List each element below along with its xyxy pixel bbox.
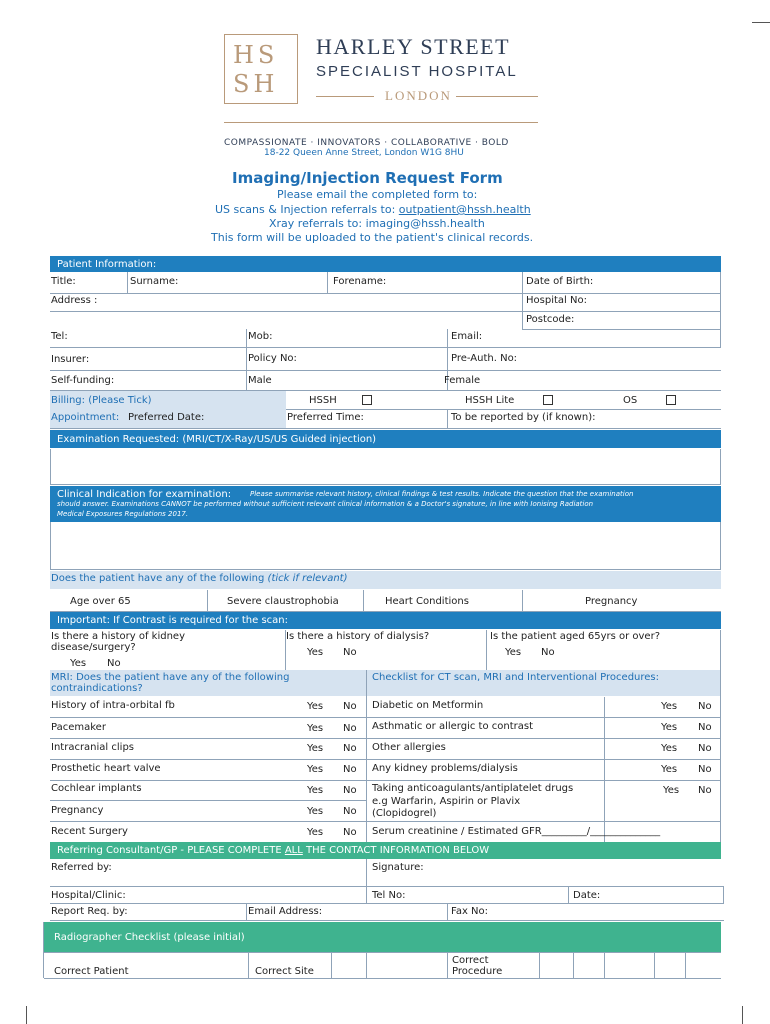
intro-line4: This form will be uploaded to the patient's clinical records. xyxy=(211,231,534,244)
forename-field-label: Forename: xyxy=(333,276,387,287)
logo-rule-left xyxy=(316,96,374,97)
correct-site-label: Correct Site xyxy=(255,966,314,977)
mri-no[interactable]: No xyxy=(343,827,357,838)
clinical-indication-box[interactable] xyxy=(50,522,721,570)
mri-header-line1: MRI: Does the patient have any of the following xyxy=(51,672,290,683)
rule xyxy=(50,780,721,781)
mri-item: Intracranial clips xyxy=(51,742,134,753)
mri-yes[interactable]: Yes xyxy=(307,806,324,817)
intro-line2-prefix: US scans & Injection referrals to: xyxy=(215,203,399,216)
ref-tel-label: Tel No: xyxy=(372,890,406,901)
rule-v xyxy=(366,859,367,886)
title-field-label: Title: xyxy=(51,276,76,287)
rule xyxy=(50,886,724,887)
rule-v xyxy=(331,952,332,978)
rule-v xyxy=(447,409,448,428)
rule xyxy=(50,903,724,904)
checklist-no[interactable]: No xyxy=(698,701,712,712)
outpatient-email-link[interactable]: outpatient@hssh.health xyxy=(398,203,531,216)
checklist-anticoag-line3: (Clopidogrel) xyxy=(372,808,437,819)
hospital-address: 18-22 Queen Anne Street, London W1G 8HU xyxy=(264,148,464,158)
hospital-clinic-label: Hospital/Clinic: xyxy=(51,890,126,901)
rule-v xyxy=(285,630,286,670)
billing-os-label: OS xyxy=(623,395,638,406)
mri-yes[interactable]: Yes xyxy=(307,701,324,712)
page-title: Imaging/Injection Request Form xyxy=(232,169,503,187)
rule-v xyxy=(246,903,247,920)
checklist-no[interactable]: No xyxy=(698,743,712,754)
checklist-item: Any kidney problems/dialysis xyxy=(372,763,518,774)
ref-fax-label: Fax No: xyxy=(451,906,489,917)
rule-v xyxy=(522,272,523,330)
checklist-anticoag-line1: Taking anticoagulants/antiplatelet drugs xyxy=(372,783,574,794)
rule xyxy=(522,329,721,330)
insurer-field-label: Insurer: xyxy=(51,354,90,365)
mri-no[interactable]: No xyxy=(343,806,357,817)
intro-line1: Please email the completed form to: xyxy=(277,188,478,201)
exam-header-label: Examination Requested: (MRI/CT/X-Ray/US/US Guided injection) xyxy=(57,434,377,445)
mri-item: Cochlear implants xyxy=(51,783,142,794)
logo-underline xyxy=(224,122,538,123)
clinical-note-line3: Medical Exposures Regulations 2017. xyxy=(57,510,189,518)
rule-v xyxy=(720,272,721,347)
checklist-yes[interactable]: Yes xyxy=(661,722,678,733)
logo-mark xyxy=(224,34,298,104)
mri-yes[interactable]: Yes xyxy=(307,827,324,838)
referred-by-label: Referred by: xyxy=(51,862,112,873)
logo-name-line2: SPECIALIST HOSPITAL xyxy=(316,63,518,80)
mri-item: Pregnancy xyxy=(51,805,104,816)
crop-mark xyxy=(752,22,770,23)
rule-v xyxy=(447,903,448,920)
rule xyxy=(50,370,721,371)
male-option[interactable]: Male xyxy=(248,375,272,386)
mri-item: Pacemaker xyxy=(51,722,106,733)
rule-v xyxy=(568,886,569,903)
ref-email-label: Email Address: xyxy=(248,906,323,917)
mri-yes[interactable]: Yes xyxy=(307,764,324,775)
checklist-yes[interactable]: Yes xyxy=(661,701,678,712)
conditions-header-hint: (tick if relevant) xyxy=(267,573,348,584)
crop-mark xyxy=(742,1006,743,1024)
logo xyxy=(224,34,544,124)
conditions-header-text: Does the patient have any of the following xyxy=(51,573,265,584)
age65-yes[interactable]: Yes xyxy=(505,647,522,658)
rule-v xyxy=(573,952,574,978)
hospital-no-field-label: Hospital No: xyxy=(526,295,587,306)
rule-v xyxy=(723,886,724,903)
signature-label: Signature: xyxy=(372,862,424,873)
billing-hssh-lite-checkbox[interactable] xyxy=(543,395,553,405)
billing-hssh-checkbox[interactable] xyxy=(362,395,372,405)
rule-v xyxy=(685,952,686,978)
mri-no[interactable]: No xyxy=(343,785,357,796)
correct-procedure-line1: Correct xyxy=(452,955,489,966)
rule-v xyxy=(246,329,247,390)
rule xyxy=(50,920,724,921)
mri-item: Recent Surgery xyxy=(51,826,128,837)
clinical-note-line1: Please summarise relevant history, clinical findings & test results. Indicate the question that the examination xyxy=(250,490,634,498)
rule xyxy=(44,978,721,979)
rule-v xyxy=(127,272,128,293)
mri-yes[interactable]: Yes xyxy=(307,785,324,796)
rule xyxy=(50,428,721,429)
rule-v xyxy=(539,952,540,978)
rule-v xyxy=(720,630,721,842)
referrer-header-suffix: THE CONTACT INFORMATION BELOW xyxy=(302,845,490,856)
mri-no[interactable]: No xyxy=(343,701,357,712)
logo-mark-line2: SH xyxy=(233,70,279,98)
billing-os-checkbox[interactable] xyxy=(666,395,676,405)
correct-patient-label: Correct Patient xyxy=(54,966,129,977)
dialysis-no[interactable]: No xyxy=(343,647,357,658)
condition-heart[interactable]: Heart Conditions xyxy=(385,596,469,607)
rule-v xyxy=(366,886,367,903)
mri-header-line2: contraindications? xyxy=(51,683,143,694)
exam-requested-box[interactable] xyxy=(50,449,721,485)
clinical-note-line2: should answer. Examinations CANNOT be performed without sufficient relevant clinical information & a Doctor's signature, in line with Ionising Radiation xyxy=(57,500,594,508)
age65-question: Is the patient aged 65yrs or over? xyxy=(490,631,661,642)
checklist-anticoag-line2: e.g Warfarin, Aspirin or Plavix xyxy=(372,796,521,807)
preauth-field-label: Pre-Auth. No: xyxy=(451,353,518,364)
clinical-header-label: Clinical Indication for examination: xyxy=(57,489,232,500)
rule-v xyxy=(366,670,367,842)
kidney-no[interactable]: No xyxy=(107,658,121,669)
checklist-no[interactable]: No xyxy=(698,764,712,775)
condition-pregnancy[interactable]: Pregnancy xyxy=(585,596,638,607)
conditions-header-label xyxy=(51,573,348,585)
logo-name-line1: HARLEY STREET xyxy=(316,34,511,59)
rule-v xyxy=(248,952,249,978)
rule xyxy=(44,952,721,953)
logo-mark-line1: HS xyxy=(233,41,279,69)
kidney-question-line2: disease/surgery? xyxy=(51,642,136,653)
checklist-item: Diabetic on Metformin xyxy=(372,700,484,711)
checklist-item: Other allergies xyxy=(372,742,446,753)
billing-label: Billing: (Please Tick) xyxy=(51,395,152,406)
dialysis-question: Is there a history of dialysis? xyxy=(286,631,430,642)
checklist-no[interactable]: No xyxy=(698,722,712,733)
kidney-yes[interactable]: Yes xyxy=(70,658,87,669)
billing-hssh-label: HSSH xyxy=(309,395,337,406)
reported-by-label: To be reported by (if known): xyxy=(451,412,596,423)
logo-city: LONDON xyxy=(385,88,452,103)
preferred-time-label: Preferred Time: xyxy=(287,412,364,423)
rule xyxy=(50,293,721,294)
checklist-no[interactable]: No xyxy=(698,785,712,796)
kidney-question-line1: Is there a history of kidney xyxy=(51,631,185,642)
rule xyxy=(50,759,721,760)
patient-info-header-label: Patient Information: xyxy=(57,259,157,270)
age65-no[interactable]: No xyxy=(541,647,555,658)
rule-v xyxy=(327,272,328,293)
rule-v xyxy=(363,590,364,611)
surname-field-label: Surname: xyxy=(130,276,179,287)
checklist-item: Asthmatic or allergic to contrast xyxy=(372,721,534,732)
contrast-header-label: Important: If Contrast is required for the scan: xyxy=(57,615,288,626)
mob-field-label: Mob: xyxy=(248,331,273,342)
dob-field-label: Date of Birth: xyxy=(526,276,594,287)
mri-item: History of intra-orbital fb xyxy=(51,700,175,711)
tagline: COMPASSIONATE · INNOVATORS · COLLABORATIVE · BOLD xyxy=(224,138,509,148)
condition-age-over-65[interactable]: Age over 65 xyxy=(70,596,131,607)
mri-yes[interactable]: Yes xyxy=(307,723,324,734)
rule-v xyxy=(207,590,208,611)
checklist-yes[interactable]: Yes xyxy=(661,743,678,754)
referrer-header-all: ALL xyxy=(284,845,303,856)
rule-v xyxy=(486,630,487,670)
ref-date-label: Date: xyxy=(573,890,601,901)
intro-line3: Xray referrals to: imaging@hssh.health xyxy=(269,217,485,230)
rule xyxy=(50,717,721,718)
appointment-label: Appointment: xyxy=(51,412,120,423)
report-req-label: Report Req. by: xyxy=(51,906,128,917)
email-field-label: Email: xyxy=(451,331,483,342)
rule-v xyxy=(604,952,605,978)
checklist-yes[interactable]: Yes xyxy=(661,764,678,775)
preferred-date-label: Preferred Date: xyxy=(128,412,205,423)
mri-no[interactable]: No xyxy=(343,764,357,775)
postcode-field-label: Postcode: xyxy=(526,314,575,325)
referrer-header-label xyxy=(57,845,489,857)
crop-mark xyxy=(26,1006,27,1024)
female-option[interactable]: Female xyxy=(444,375,481,386)
checklist-header: Checklist for CT scan, MRI and Interventional Procedures: xyxy=(372,672,659,683)
logo-rule-right xyxy=(456,96,538,97)
checklist-yes[interactable]: Yes xyxy=(663,785,680,796)
mri-item: Prosthetic heart valve xyxy=(51,763,161,774)
radiographer-header-label: Radiographer Checklist (please initial) xyxy=(54,932,245,943)
rule xyxy=(50,800,366,801)
dialysis-yes[interactable]: Yes xyxy=(307,647,324,658)
address-field-label: Address : xyxy=(51,295,98,306)
self-funding-label: Self-funding: xyxy=(51,375,115,386)
rule-v xyxy=(522,590,523,611)
rule-v xyxy=(604,697,605,842)
rule xyxy=(50,738,721,739)
mri-yes[interactable]: Yes xyxy=(307,743,324,754)
rule xyxy=(50,821,721,822)
rule xyxy=(50,311,721,312)
checklist-serum[interactable]: Serum creatinine / Estimated GFR_________/______________ xyxy=(372,826,661,837)
rule-v xyxy=(447,952,448,978)
mri-no[interactable]: No xyxy=(343,723,357,734)
rule-v xyxy=(654,952,655,978)
intro-line2 xyxy=(215,203,531,216)
billing-hssh-lite-label: HSSH Lite xyxy=(465,395,515,406)
mri-no[interactable]: No xyxy=(343,743,357,754)
policy-no-field-label: Policy No: xyxy=(248,353,297,364)
rule-v xyxy=(366,952,367,978)
referrer-header-prefix: Referring Consultant/GP - PLEASE COMPLETE xyxy=(57,845,285,856)
rule xyxy=(50,347,721,348)
correct-procedure-line2: Procedure xyxy=(452,966,503,977)
condition-claustrophobia[interactable]: Severe claustrophobia xyxy=(227,596,339,607)
tel-field-label: Tel: xyxy=(51,331,68,342)
